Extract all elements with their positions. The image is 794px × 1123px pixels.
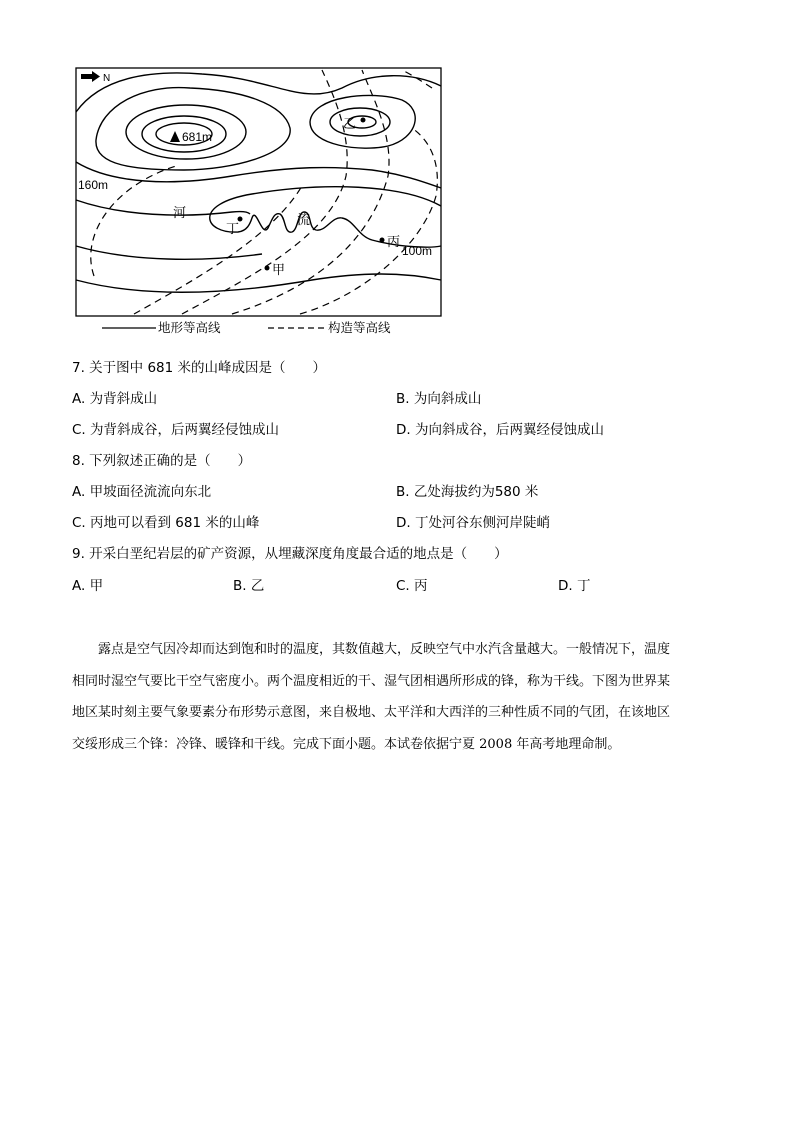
north-label: N xyxy=(103,73,111,84)
river-label-he: 河 xyxy=(173,205,187,220)
passage-line-4 xyxy=(72,729,722,761)
peak-label: 681m xyxy=(182,130,213,144)
passage-line-3-text: 地区某时刻主要气象要素分布形势示意图，来自极地、太平洋和大西洋的三种性质不同的气团，在该地区 xyxy=(72,705,671,720)
question-7-stem: 7. 关于图中 681 米的山峰成因是（ ） xyxy=(72,360,327,376)
question-9-option-c: C. 丙 xyxy=(396,578,428,594)
point-yi-label: 乙 xyxy=(343,116,357,131)
point-bing-dot xyxy=(380,238,385,243)
question-7-option-a: A. 为背斜成山 xyxy=(72,391,158,407)
legend-terrain-label: 地形等高线 xyxy=(158,321,221,335)
question-9-stem: 9. 开采白垩纪岩层的矿产资源，从埋藏深度角度最合适的地点是（ ） xyxy=(72,546,508,562)
question-7-option-b: B. 为向斜成山 xyxy=(396,391,482,407)
reading-passage xyxy=(72,634,722,760)
legend-structure-label: 构造等高线 xyxy=(328,321,391,335)
passage-line-4-text: 交绥形成三个锋：冷锋、暖锋和干线。完成下面小题。本试卷依据宁夏 2008 年高考地理命制。 xyxy=(72,736,621,752)
question-9-option-d: D. 丁 xyxy=(558,578,591,594)
passage-line-2 xyxy=(72,666,722,698)
point-ding-label: 丁 xyxy=(226,221,240,236)
passage-line-2-text: 相同时湿空气要比干空气密度小。两个温度相近的干、湿气团相遇所形成的锋，称为干线。下图为世界某 xyxy=(72,673,671,689)
point-bing-label: 丙 xyxy=(387,234,401,249)
passage-line-1 xyxy=(72,634,722,666)
question-7-option-c: C. 为背斜成谷，后两翼经侵蚀成山 xyxy=(72,422,280,438)
point-jia-label: 甲 xyxy=(272,262,286,277)
point-ding-dot xyxy=(238,217,243,222)
point-yi-dot xyxy=(361,118,366,123)
passage-line-1-text: 露点是空气因冷却而达到饱和时的温度，其数值越大，反映空气中水汽含量越大。一般情况下，温度 xyxy=(98,642,671,657)
contour-100-label: 100m xyxy=(402,244,433,258)
question-9-option-a: A. 甲 xyxy=(72,578,104,594)
contour-160-label: 160m xyxy=(78,178,109,192)
map-frame xyxy=(76,68,441,316)
question-8-option-d: D. 丁处河谷东侧河岸陡峭 xyxy=(396,515,550,531)
question-7-option-d: D. 为向斜成谷，后两翼经侵蚀成山 xyxy=(396,422,604,438)
peak-triangle-icon xyxy=(170,131,180,142)
point-jia-dot xyxy=(265,266,270,271)
question-9-option-b: B. 乙 xyxy=(233,578,265,594)
passage-line-3 xyxy=(72,697,722,729)
north-arrow-icon xyxy=(81,71,100,82)
river-label-liu: 流 xyxy=(297,212,311,227)
question-8-option-c: C. 丙地可以看到 681 米的山峰 xyxy=(72,515,260,531)
topographic-map-figure xyxy=(72,66,444,338)
question-8-option-b: B. 乙处海拔约为580 米 xyxy=(396,484,539,500)
question-8-stem: 8. 下列叙述正确的是（ ） xyxy=(72,453,252,469)
question-8-option-a: A. 甲坡面径流流向东北 xyxy=(72,484,212,500)
